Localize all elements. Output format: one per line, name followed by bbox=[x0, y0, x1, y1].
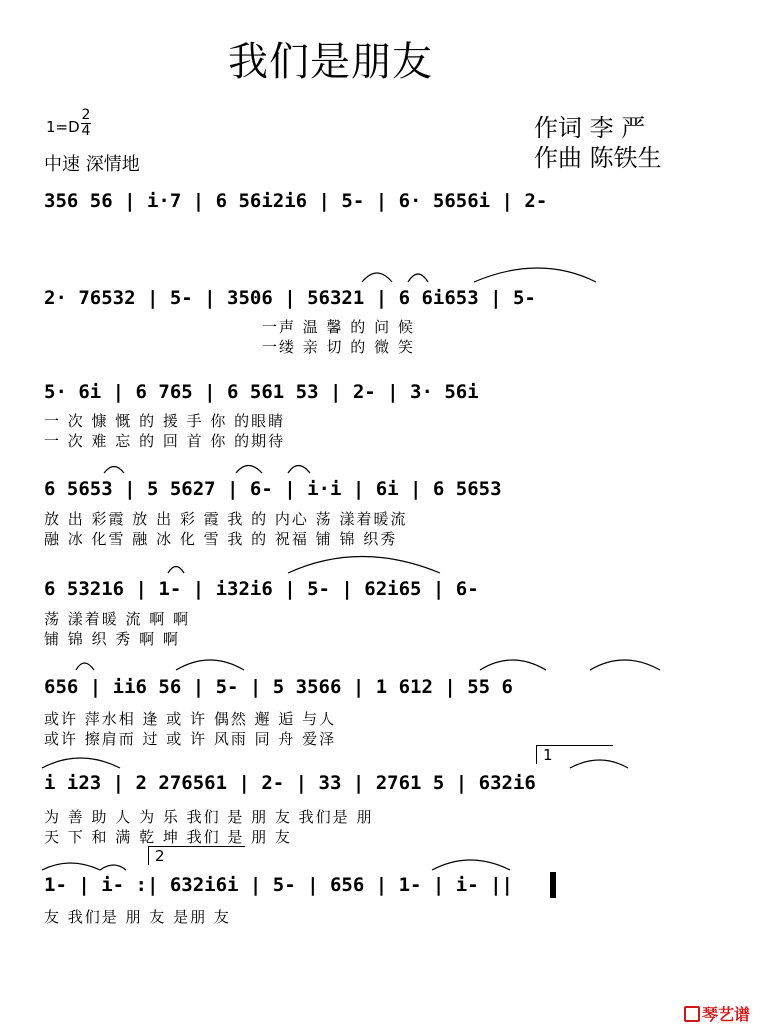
system-3-notes: 5· 6i | 6 765 | 6 561 53 | 2- | 3· 56i bbox=[44, 381, 479, 403]
system-4-notes: 6 5653 | 5 5627 | 6- | i·i | 6i | 6 5653 bbox=[44, 478, 502, 500]
system-5-notes: 6 53216 | 1- | i32i6 | 5- | 62i65 | 6- bbox=[44, 578, 479, 600]
slur bbox=[176, 660, 244, 670]
slur bbox=[408, 274, 428, 282]
composer-credit: 作曲 陈铁生 bbox=[534, 144, 662, 172]
system-2-lyrics-2: 一缕 亲 切 的 微 笑 bbox=[262, 338, 415, 356]
system-1-notes: 356 56 | i·7 | 6 56i2i6 | 5- | 6· 5656i | 2- bbox=[44, 190, 548, 212]
slur bbox=[570, 760, 628, 768]
slur bbox=[104, 467, 124, 474]
system-5-lyrics-2: 铺 锦 织 秀 啊 啊 bbox=[44, 630, 180, 648]
system-3-lyrics-1: 一 次 慷 慨 的 援 手 你 的眼睛 bbox=[44, 412, 286, 430]
watermark-logo: 琴艺谱 bbox=[684, 1002, 750, 1025]
system-7-notes: i i23 | 2 276561 | 2- | 33 | 2761 5 | 632i6 bbox=[44, 772, 536, 794]
slur bbox=[42, 863, 100, 870]
volta-first-ending: 1 bbox=[536, 745, 613, 764]
system-6-notes: 656 | ii6 56 | 5- | 5 3566 | 1 612 | 55 6 bbox=[44, 676, 513, 698]
system-2-lyrics-1: 一声 温 馨 的 问 候 bbox=[262, 318, 415, 336]
system-3-lyrics-2: 一 次 难 忘 的 回 首 你 的期待 bbox=[44, 432, 286, 450]
slur bbox=[236, 466, 262, 474]
slur bbox=[474, 268, 596, 282]
system-7-lyrics-1: 为 善 助 人 为 乐 我们 是 朋 友 我们是 朋 bbox=[44, 808, 374, 826]
time-signature-bottom: 4 bbox=[81, 123, 91, 139]
slur bbox=[288, 557, 440, 574]
system-7-lyrics-2: 天 下 和 满 乾 坤 我们 是 朋 友 bbox=[44, 828, 292, 846]
slur bbox=[432, 860, 510, 870]
volta-second-ending: 2 bbox=[148, 846, 245, 865]
system-2-notes: 2· 76532 | 5- | 3506 | 56321 | 6 6i653 | 5- bbox=[44, 287, 536, 309]
slur bbox=[480, 660, 546, 670]
tempo-marking: 中速 深情地 bbox=[44, 154, 140, 175]
slur bbox=[288, 466, 310, 474]
slur bbox=[590, 660, 660, 670]
time-signature-top: 2 bbox=[81, 107, 91, 123]
logo-icon bbox=[684, 1006, 700, 1022]
slur bbox=[42, 758, 120, 768]
system-8-notes: 1- | i- :| 632i6i | 5- | 656 | 1- | i- || bbox=[44, 874, 513, 896]
system-4-lyrics-1: 放 出 彩霞 放 出 彩 霞 我 的 内心 荡 漾着暖流 bbox=[44, 510, 408, 528]
slur bbox=[362, 273, 392, 282]
key-signature: 1=D bbox=[46, 118, 80, 136]
system-6-lyrics-2: 或许 擦肩而 过 或 许 风雨 同 舟 爱泽 bbox=[44, 730, 337, 748]
slur bbox=[76, 663, 94, 670]
system-8-lyrics-1: 友 我们是 朋 友 是朋 友 bbox=[44, 908, 231, 926]
system-4-lyrics-2: 融 冰 化雪 融 冰 化 雪 我 的 祝福 铺 锦 织秀 bbox=[44, 530, 398, 548]
slur bbox=[168, 567, 184, 574]
system-5-lyrics-1: 荡 漾着暖 流 啊 啊 bbox=[44, 610, 191, 628]
slur bbox=[100, 865, 126, 870]
final-barline bbox=[550, 872, 556, 898]
page-title: 我们是朋友 bbox=[228, 39, 433, 85]
system-6-lyrics-1: 或许 萍水相 逢 或 许 偶然 邂 逅 与人 bbox=[44, 710, 337, 728]
lyricist-credit: 作词 李 严 bbox=[534, 114, 646, 142]
